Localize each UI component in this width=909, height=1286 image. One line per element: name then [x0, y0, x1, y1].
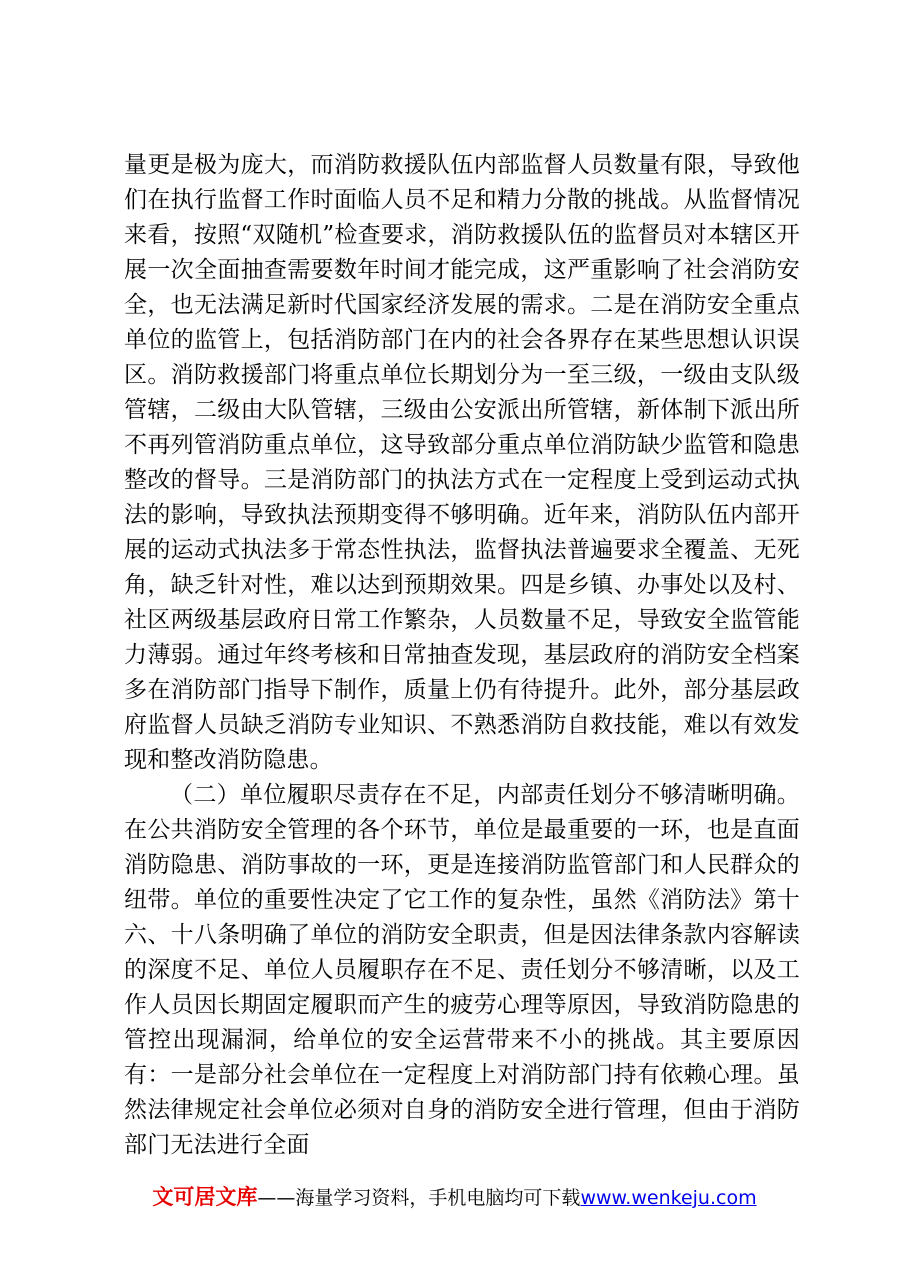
- footer-banner: [0, 1184, 909, 1211]
- paragraph-section-two: （二）单位履职尽责存在不足，内部责任划分不够清晰明确。在公共消防安全管理的各个环节，单位是最重要的一环，也是直面消防隐患、消防事故的一环，更是连接消防监管部门和人民群众的纽带。单位的重要性决定了它工作的复杂性，虽然《消防法》第十六、十八条明确了单位的消防安全职责，但是因法律条款内容解读的深度不足、单位人员履职存在不足、责任划分不够清晰，以及工作人员因长期固定履职而产生的疲劳心理等原因，导致消防隐患的管控出现漏洞，给单位的安全运营带来不小的挑战。其主要原因有：一是部分社会单位在一定程度上对消防部门持有依赖心理。虽然法律规定社会单位必须对自身的消防安全进行管理，但由于消防部门无法进行全面: [124, 782, 800, 1158]
- footer-brand: 文可居文库: [152, 1185, 258, 1209]
- document-body: [124, 148, 800, 1163]
- paragraph-continuation: 量更是极为庞大，而消防救援队伍内部监督人员数量有限，导致他们在执行监督工作时面临人员不足和精力分散的挑战。从监督情况来看，按照“双随机”检查要求，消防救援队伍的监督员对本辖区开展一次全面抽查需要数年时间才能完成，这严重影响了社会消防安全，也无法满足新时代国家经济发展的需求。二是在消防安全重点单位的监管上，包括消防部门在内的社会各界存在某些思想认识误区。消防救援部门将重点单位长期划分为一至三级，一级由支队级管辖，二级由大队管辖，三级由公安派出所管辖，新体制下派出所不再列管消防重点单位，这导致部分重点单位消防缺少监管和隐患整改的督导。三是消防部门的执法方式在一定程度上受到运动式执法的影响，导致执法预期变得不够明确。近年来，消防队伍内部开展的运动式执法多于常态性执法，监督执法普遍要求全覆盖、无死角，缺乏针对性，难以达到预期效果。四是乡镇、办事处以及村、社区两级基层政府日常工作繁杂，人员数量不足，导致安全监管能力薄弱。通过年终考核和日常抽查发现，基层政府的消防安全档案多在消防部门指导下制作，质量上仍有待提升。此外，部分基层政府监督人员缺乏消防专业知识、不熟悉消防自救技能，难以有效发现和整改消防隐患。: [124, 152, 800, 773]
- footer-tagline: ——海量学习资料，手机电脑均可下载: [257, 1187, 581, 1209]
- footer-website-link[interactable]: www.wenkeju.com: [580, 1187, 757, 1209]
